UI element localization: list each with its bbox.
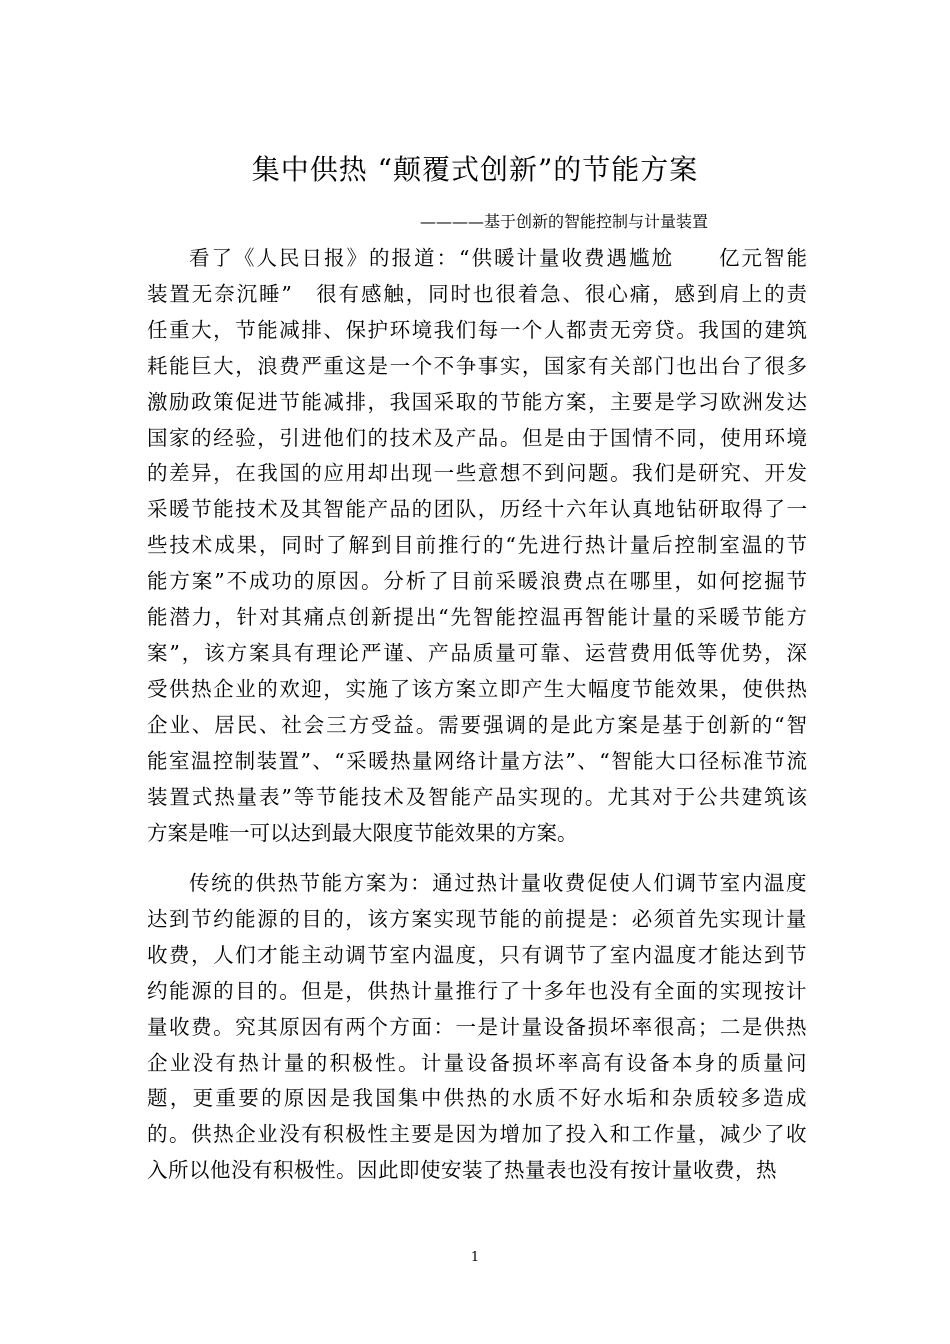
paragraph-line: 些技术成果，同时了解到目前推行的“先进行热计量后控制室温的节 bbox=[147, 533, 807, 558]
paragraph-line: 看了《人民日报》的报道：“供暖计量收费遇尴尬 亿元智能 bbox=[189, 246, 807, 270]
paragraph-line: 的差异，在我国的应用却出现一些意想不到问题。我们是研究、开发 bbox=[147, 461, 807, 486]
paragraph-line: 量收费。究其原因有两个方面：一是计量设备损坏率很高；二是供热 bbox=[147, 1014, 807, 1039]
paragraph-line: 任重大，节能减排、保护环境我们每一个人都责无旁贷。我国的建筑 bbox=[147, 317, 807, 342]
paragraph-line: 能方案”不成功的原因。分析了目前采暖浪费点在哪里，如何挖掘节 bbox=[147, 569, 807, 594]
paragraph-line: 受供热企业的欢迎，实施了该方案立即产生大幅度节能效果，使供热 bbox=[147, 676, 807, 701]
paragraph-line: 耗能巨大，浪费严重这是一个不争事实，国家有关部门也出台了很多 bbox=[147, 353, 807, 378]
paragraph-line: 约能源的目的。但是，供热计量推行了十多年也没有全面的实现按计 bbox=[147, 978, 807, 1003]
paragraph-line: 国家的经验，引进他们的技术及产品。但是由于国情不同，使用环境 bbox=[147, 425, 807, 450]
paragraph-line: 方案是唯一可以达到最大限度节能效果的方案。 bbox=[147, 820, 578, 845]
paragraph-line: 激励政策促进节能减排，我国采取的节能方案，主要是学习欧洲发达 bbox=[147, 389, 807, 414]
paragraph-line: 装置无奈沉睡” 很有感触，同时也很着急、很心痛，感到肩上的责 bbox=[147, 281, 807, 306]
paragraph-line: 入所以他没有积极性。因此即使安装了热量表也没有按计量收费，热 bbox=[147, 1158, 777, 1183]
paragraph-line: 达到节约能源的目的，该方案实现节能的前提是：必须首先实现计量 bbox=[147, 906, 807, 931]
paragraph-line: 题，更重要的原因是我国集中供热的水质不好水垢和杂质较多造成 bbox=[147, 1086, 807, 1111]
paragraph-2 bbox=[147, 866, 807, 1189]
document-subtitle: ————基于创新的智能控制与计量装置 bbox=[420, 212, 709, 231]
paragraph-line: 收费，人们才能主动调节室内温度，只有调节了室内温度才能达到节 bbox=[147, 942, 807, 967]
paragraph-line: 能潜力，针对其痛点创新提出“先智能控温再智能计量的采暖节能方 bbox=[147, 605, 807, 630]
paragraph-line: 装置式热量表”等节能技术及智能产品实现的。尤其对于公共建筑该 bbox=[147, 784, 807, 809]
paragraph-line: 传统的供热节能方案为：通过热计量收费促使人们调节室内温度 bbox=[189, 871, 807, 895]
paragraph-1 bbox=[147, 241, 807, 851]
document-title: 集中供热 “颠覆式创新”的节能方案 bbox=[251, 153, 699, 186]
page-number: 1 bbox=[470, 1250, 480, 1265]
paragraph-line: 企业没有热计量的积极性。计量设备损坏率高有设备本身的质量问 bbox=[147, 1050, 807, 1075]
paragraph-line: 能室温控制装置”、“采暖热量网络计量方法”、“智能大口径标准节流 bbox=[147, 748, 807, 773]
paragraph-line: 案”，该方案具有理论严谨、产品质量可靠、运营费用低等优势，深 bbox=[147, 640, 807, 665]
paragraph-line: 采暖节能技术及其智能产品的团队，历经十六年认真地钻研取得了一 bbox=[147, 497, 807, 522]
paragraph-line: 的。供热企业没有积极性主要是因为增加了投入和工作量，减少了收 bbox=[147, 1122, 807, 1147]
paragraph-line: 企业、居民、社会三方受益。需要强调的是此方案是基于创新的“智 bbox=[147, 712, 807, 737]
